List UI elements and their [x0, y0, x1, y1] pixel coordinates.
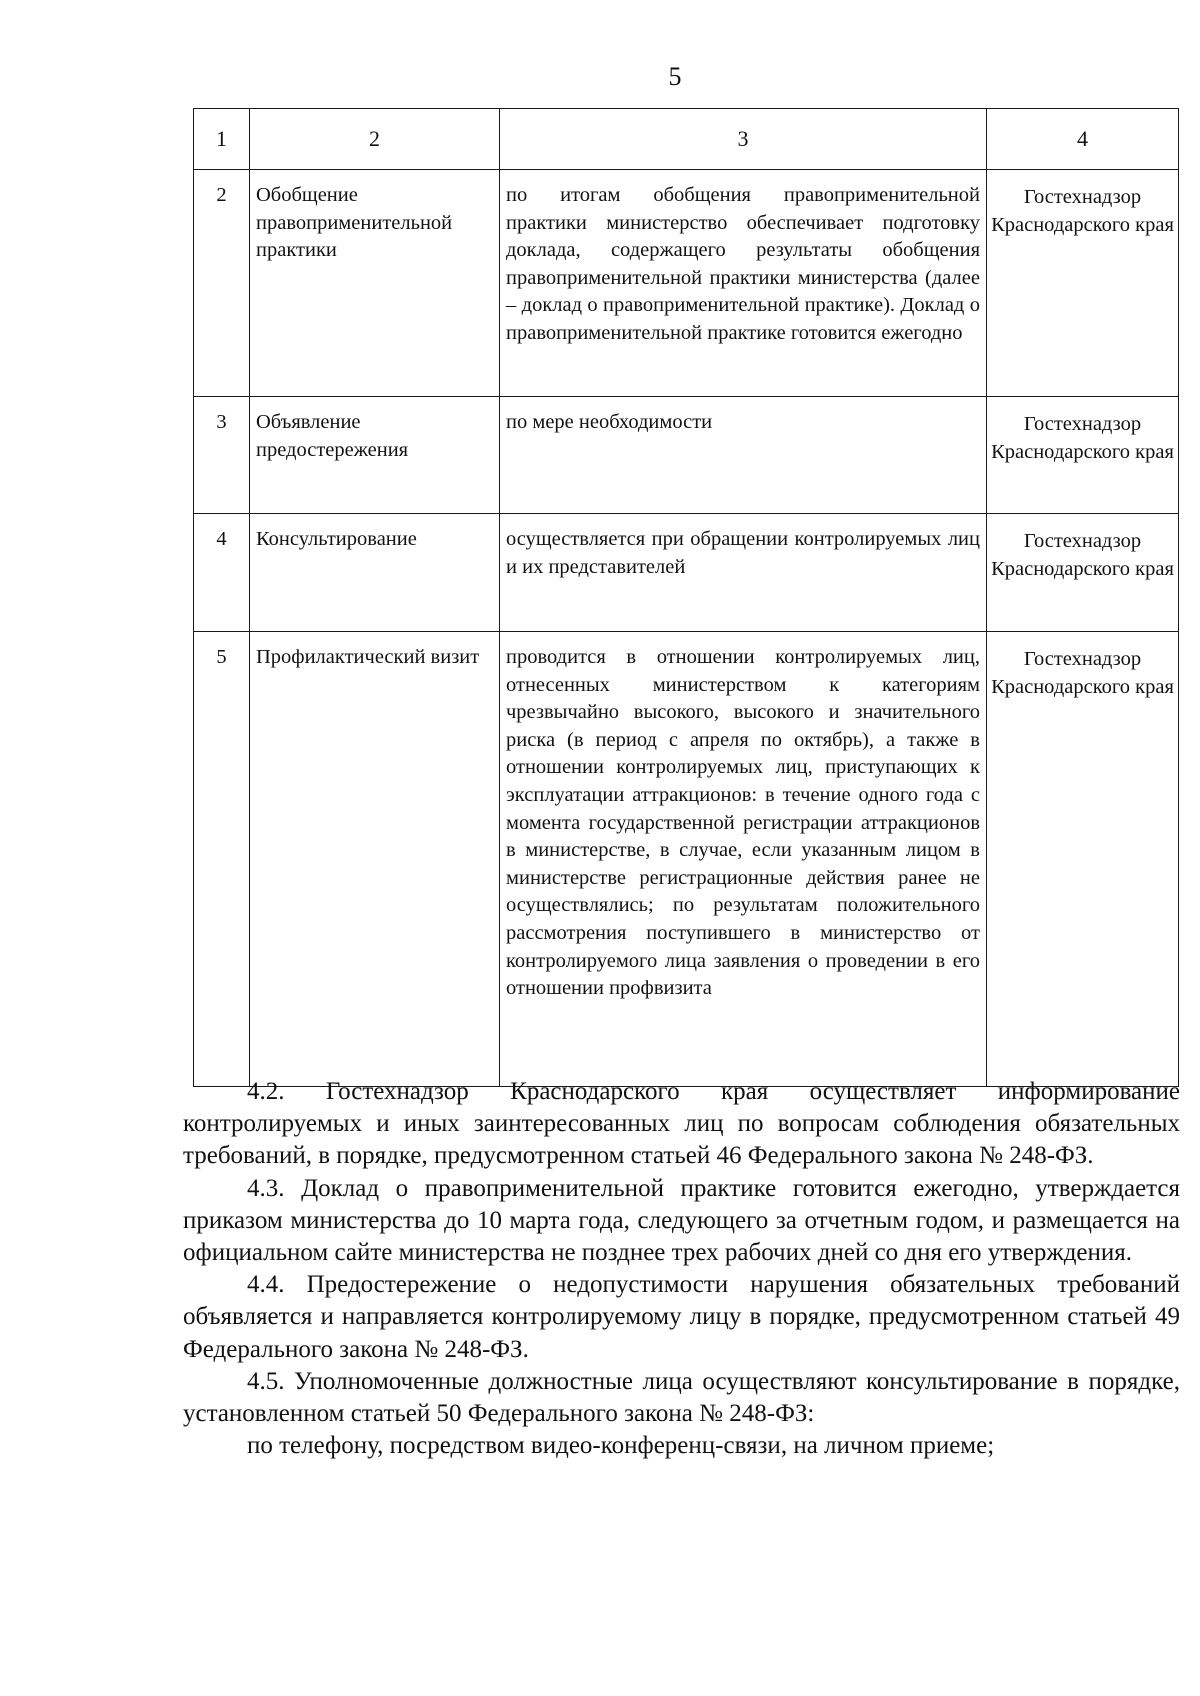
- row-number: 3: [194, 397, 250, 514]
- measure-name: Профилактический визит: [250, 632, 500, 1087]
- prevention-measures-table: [193, 108, 1179, 1087]
- table-row: [194, 170, 1179, 397]
- paragraph-4-5: 4.5. Уполномоченные должностные лица осуществляют консультирование в порядке, установленном статьей 50 Федерального закона № 248-ФЗ:: [183, 1367, 1180, 1428]
- measure-executor: Гостехнадзор Краснодарского края: [987, 632, 1179, 1087]
- page-number: 5: [668, 62, 682, 91]
- table-header-row: [194, 109, 1179, 170]
- measure-description: проводится в отношении контролируемых лиц, отнесенных министерством к категориям чрезвычайно высокого, высокого и значительного риска (в период с апреля по октябрь), а также в отношении контролируемых лиц, приступающих к эксплуатации аттракционов: в течение одного года с момента государственной регистрации аттракционов в министерстве, в случае, если указанным лицом в министерстве регистрационные действия ранее не осуществлялись; по результатам положительного рассмотрения поступившего в министерство от контролируемого лица заявления о проведении в его отношении профвизита: [500, 632, 987, 1087]
- column-number-4: 4: [987, 109, 1179, 170]
- measure-name: Обобщение правоприменительной практики: [250, 170, 500, 397]
- column-number-1: 1: [194, 109, 250, 170]
- paragraph-consultation-methods: по телефону, посредством видео-конференц-связи, на личном приеме;: [247, 1432, 995, 1460]
- measure-description: осуществляется при обращении контролируемых лиц и их представителей: [500, 514, 987, 632]
- measure-executor: Гостехнадзор Краснодарского края: [987, 514, 1179, 632]
- measure-description: по итогам обобщения правоприменительной практики министерство обеспечивает подготовку доклада, содержащего результаты обобщения правоприменительной практики министерства (далее – доклад о правоприменительной практике). Доклад о правоприменительной практике готовится ежегодно: [500, 170, 987, 397]
- measure-name: Консультирование: [250, 514, 500, 632]
- row-number: 4: [194, 514, 250, 632]
- row-number: 5: [194, 632, 250, 1087]
- paragraph-4-3: 4.3. Доклад о правоприменительной практике готовится ежегодно, утверждается приказом министерства до 10 марта года, следующего за отчетным годом, и размещается на официальном сайте министерства не позднее трех рабочих дней со дня его утверждения.: [183, 1174, 1180, 1267]
- table-row: [194, 632, 1179, 1087]
- measure-executor: Гостехнадзор Краснодарского края: [987, 397, 1179, 514]
- measure-description: по мере необходимости: [500, 397, 987, 514]
- column-number-2: 2: [250, 109, 500, 170]
- measure-executor: Гостехнадзор Краснодарского края: [987, 170, 1179, 397]
- table-row: [194, 514, 1179, 632]
- document-body: [183, 1076, 1180, 1462]
- column-number-3: 3: [500, 109, 987, 170]
- row-number: 2: [194, 170, 250, 397]
- measure-name: Объявление предостережения: [250, 397, 500, 514]
- table-row: [194, 397, 1179, 514]
- paragraph-4-2: 4.2. Гостехнадзор Краснодарского края осуществляет информирование контролируемых и иных заинтересованных лиц по вопросам соблюдения обязательных требований, в порядке, предусмотренном статьей 46 Федерального закона № 248-ФЗ.: [183, 1078, 1180, 1170]
- paragraph-4-4: 4.4. Предостережение о недопустимости нарушения обязательных требований объявляется и направляется контролируемому лицу в порядке, предусмотренном статьей 49 Федерального закона № 248-ФЗ.: [183, 1271, 1180, 1363]
